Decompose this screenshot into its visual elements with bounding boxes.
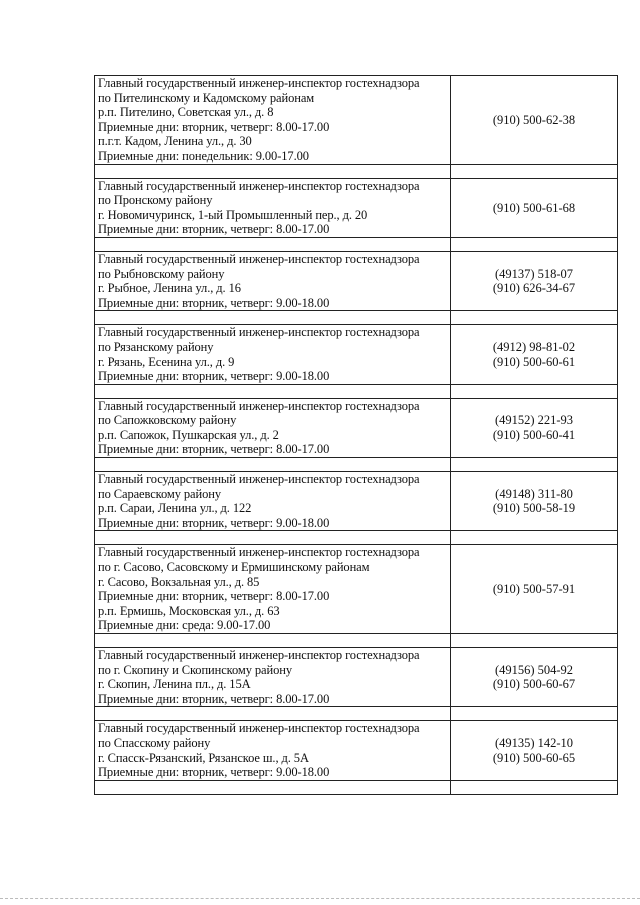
contact-detail-line: г. Рыбное, Ленина ул., д. 16 (98, 281, 241, 296)
contact-detail-line: г. Спасск-Рязанский, Рязанское ш., д. 5А (98, 750, 309, 765)
spacer-cell (95, 311, 451, 325)
contact-detail-line: по Рязанскому району (98, 339, 214, 354)
spacer-cell (451, 780, 618, 794)
spacer-cell (95, 458, 451, 472)
spacer-cell (451, 458, 618, 472)
phone-number: (49152) 221-93 (494, 413, 574, 428)
phone-cell (451, 398, 618, 457)
contact-row (95, 648, 618, 707)
contact-details-cell (95, 472, 451, 531)
contact-detail-line: Приемные дни: вторник, четверг: 8.00-17.00 (98, 691, 330, 706)
phone-cell (451, 76, 618, 165)
phone-cell (451, 251, 618, 310)
contact-detail-line: г. Рязань, Есенина ул., д. 9 (98, 354, 235, 369)
contact-detail-line: Приемные дни: вторник, четверг: 8.00-17.00 (98, 222, 330, 237)
spacer-row (95, 311, 618, 325)
contact-detail-line: п.г.т. Кадом, Ленина ул., д. 30 (98, 134, 252, 149)
phone-number: (4912) 98-81-02 (492, 340, 576, 354)
spacer-cell (451, 707, 618, 721)
spacer-row (95, 384, 618, 398)
contact-detail-line: р.п. Сараи, Ленина ул., д. 122 (98, 501, 252, 516)
contact-detail-line: Приемные дни: вторник, четверг: 8.00-17.00 (98, 589, 330, 604)
inspector-title: Главный государственный инженер-инспектор гостехнадзора (98, 398, 420, 413)
spacer-row (95, 458, 618, 472)
phone-number: (910) 626-34-67 (492, 281, 576, 296)
contact-row (95, 76, 618, 165)
contact-detail-line: Приемные дни: вторник, четверг: 9.00-18.00 (98, 369, 330, 384)
contact-detail-line: г. Новомичуринск, 1-ый Промышленный пер., д. 20 (98, 207, 368, 222)
spacer-row (95, 707, 618, 721)
spacer-cell (451, 237, 618, 251)
contact-detail-line: Приемные дни: вторник, четверг: 9.00-18.00 (98, 765, 330, 780)
inspector-title: Главный государственный инженер-инспектор гостехнадзора (98, 545, 420, 560)
phone-cell (451, 325, 618, 384)
contact-details-cell (95, 648, 451, 707)
spacer-cell (95, 531, 451, 545)
contact-details-cell (95, 76, 451, 165)
contact-row (95, 721, 618, 780)
contact-detail-line: г. Скопин, Ленина пл., д. 15А (98, 677, 251, 692)
contact-detail-line: р.п. Сапожок, Пушкарская ул., д. 2 (98, 427, 279, 442)
inspector-title: Главный государственный инженер-инспектор гостехнадзора (98, 325, 420, 340)
phone-number: (49156) 504-92 (494, 662, 574, 677)
phone-cell (451, 178, 618, 237)
spacer-row (95, 531, 618, 545)
contact-details-cell (95, 251, 451, 310)
contact-detail-line: р.п. Ермишь, Московская ул., д. 63 (98, 603, 280, 618)
contact-detail-line: Приемные дни: вторник, четверг: 8.00-17.00 (98, 119, 330, 134)
spacer-cell (95, 164, 451, 178)
spacer-cell (451, 384, 618, 398)
inspector-title: Главный государственный инженер-инспектор гостехнадзора (98, 251, 420, 266)
inspector-title: Главный государственный инженер-инспектор гостехнадзора (98, 178, 420, 193)
spacer-row (95, 780, 618, 794)
contact-details-cell (95, 398, 451, 457)
phone-number: (910) 500-61-68 (492, 200, 576, 215)
spacer-row (95, 237, 618, 251)
spacer-cell (95, 634, 451, 648)
phone-cell (451, 472, 618, 531)
contact-detail-line: по Сараевскому району (98, 486, 221, 501)
contact-row (95, 545, 618, 634)
phone-number: (910) 500-60-65 (492, 750, 576, 765)
contact-detail-line: по Пронскому району (98, 193, 213, 208)
inspector-title: Главный государственный инженер-инспектор гостехнадзора (98, 648, 420, 662)
contact-details-cell (95, 545, 451, 634)
spacer-cell (95, 707, 451, 721)
phone-cell (451, 545, 618, 634)
contact-details-cell (95, 325, 451, 384)
scan-artifact-line (0, 898, 640, 901)
contact-row (95, 325, 618, 384)
spacer-row (95, 164, 618, 178)
phone-number: (910) 500-62-38 (492, 112, 576, 127)
contacts-table-body (95, 76, 618, 795)
inspector-title: Главный государственный инженер-инспектор гостехнадзора (98, 472, 420, 487)
contact-detail-line: по г. Скопину и Скопинскому району (98, 662, 292, 677)
contact-detail-line: по Пителинскому и Кадомскому районам (98, 90, 315, 105)
inspector-title: Главный государственный инженер-инспектор гостехнадзора (98, 76, 420, 90)
contacts-table (94, 75, 618, 795)
inspector-title: Главный государственный инженер-инспектор гостехнадзора (98, 721, 420, 736)
contact-row (95, 472, 618, 531)
phone-number: (49137) 518-07 (494, 266, 574, 281)
phone-number: (910) 500-60-61 (492, 354, 576, 369)
phone-number: (910) 500-58-19 (492, 501, 576, 516)
spacer-cell (451, 634, 618, 648)
spacer-cell (451, 531, 618, 545)
spacer-cell (451, 164, 618, 178)
contact-row (95, 178, 618, 237)
contact-detail-line: Приемные дни: вторник, четверг: 8.00-17.00 (98, 442, 330, 457)
contact-detail-line: Приемные дни: вторник, четверг: 9.00-18.00 (98, 295, 330, 310)
contact-details-cell (95, 721, 451, 780)
contact-detail-line: г. Сасово, Вокзальная ул., д. 85 (98, 574, 260, 589)
phone-number: (910) 500-57-91 (492, 581, 576, 596)
contact-detail-line: р.п. Пителино, Советская ул., д. 8 (98, 105, 274, 120)
spacer-cell (95, 780, 451, 794)
contact-detail-line: по г. Сасово, Сасовскому и Ермишинскому районам (98, 560, 370, 575)
phone-number: (49148) 311-80 (495, 486, 573, 501)
spacer-cell (95, 237, 451, 251)
phone-cell (451, 648, 618, 707)
contact-detail-line: Приемные дни: среда: 9.00-17.00 (98, 618, 271, 633)
phone-number: (910) 500-60-41 (492, 427, 576, 442)
contact-row (95, 251, 618, 310)
contact-detail-line: Приемные дни: понедельник: 9.00-17.00 (98, 148, 309, 163)
contact-detail-line: по Сапожковскому району (98, 413, 237, 428)
contact-details-cell (95, 178, 451, 237)
phone-number: (910) 500-60-67 (492, 677, 576, 692)
spacer-row (95, 634, 618, 648)
contact-detail-line: Приемные дни: вторник, четверг: 9.00-18.00 (98, 515, 330, 530)
contact-row (95, 398, 618, 457)
phone-cell (451, 721, 618, 780)
spacer-cell (95, 384, 451, 398)
contact-detail-line: по Спасскому району (98, 735, 211, 750)
phone-number: (49135) 142-10 (494, 736, 574, 751)
spacer-cell (451, 311, 618, 325)
contact-detail-line: по Рыбновскому району (98, 266, 225, 281)
